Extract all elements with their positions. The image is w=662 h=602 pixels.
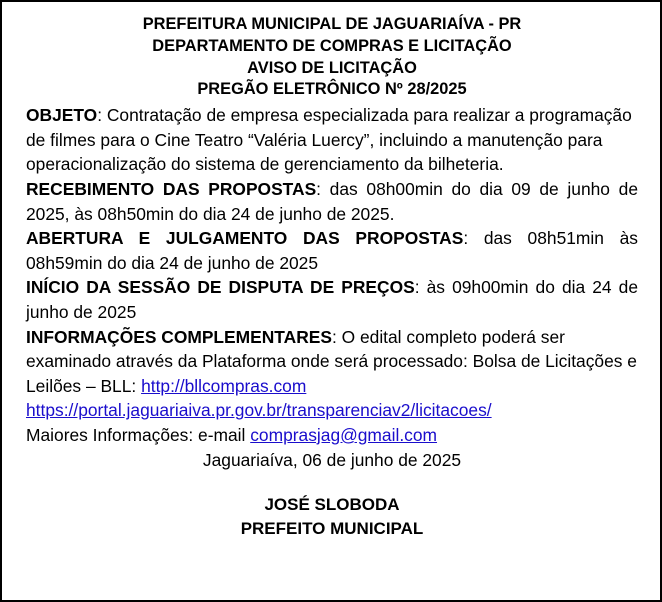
informacoes-paragraph [26, 325, 638, 423]
portal-transparencia-link[interactable]: https://portal.jaguariaiva.pr.gov.br/transparenciav2/licitacoes/ [26, 400, 492, 421]
recebimento-paragraph [26, 177, 638, 226]
header-notice-type: AVISO DE LICITAÇÃO [247, 58, 417, 77]
objeto-paragraph [26, 103, 638, 177]
recebimento-text: : das 08h00min do dia 09 de junho de 2025, às 08h50min do dia 24 de junho de 2025. [26, 178, 638, 224]
signatory-name: JOSÉ SLOBODA [264, 495, 400, 515]
date-line: Jaguariaíva, 06 de junho de 2025 [202, 449, 462, 470]
abertura-label: ABERTURA E JULGAMENTO DAS PROPOSTAS [26, 228, 464, 249]
inicio-text: : às 09h00min do dia 24 de junho de 2025 [26, 277, 638, 322]
signature-block [26, 493, 638, 541]
contato-paragraph [26, 423, 638, 448]
header-auction-number: PREGÃO ELETRÔNICO Nº 28/2025 [197, 80, 467, 99]
inicio-label: INÍCIO DA SESSÃO DE DISPUTA DE PREÇOS [26, 277, 415, 298]
header-department: DEPARTAMENTO DE COMPRAS E LICITAÇÃO [152, 36, 512, 55]
bll-link[interactable]: http://bllcompras.com [141, 375, 307, 396]
email-link[interactable]: comprasjag@gmail.com [250, 424, 438, 445]
signatory-title: PREFEITO MUNICIPAL [240, 519, 424, 539]
informacoes-label: INFORMAÇÕES COMPLEMENTARES [26, 326, 332, 347]
header-municipality: PREFEITURA MUNICIPAL DE JAGUARIAÍVA - PR [142, 15, 522, 33]
recebimento-label: RECEBIMENTO DAS PROPOSTAS [26, 178, 317, 199]
inicio-paragraph [26, 275, 638, 324]
notice-header [26, 14, 638, 101]
abertura-paragraph [26, 226, 638, 275]
objeto-label: OBJETO [26, 105, 98, 126]
objeto-text: : Contratação de empresa especializada para realizar a programação de filmes para o Cine Teatro “Valéria Luercy”, incluindo a manutenção para operacionalização do sistema de gerenciamento da bilheteria. [26, 105, 632, 175]
contato-text: Maiores Informações: e-mail [26, 424, 251, 445]
abertura-text: : das 08h51min às 08h59min do dia 24 de junho de 2025 [26, 228, 638, 273]
informacoes-text: : O edital completo poderá ser examinado através da Plataforma onde será processado: Bolsa de Licitações e Leilões – BLL: [26, 326, 637, 396]
